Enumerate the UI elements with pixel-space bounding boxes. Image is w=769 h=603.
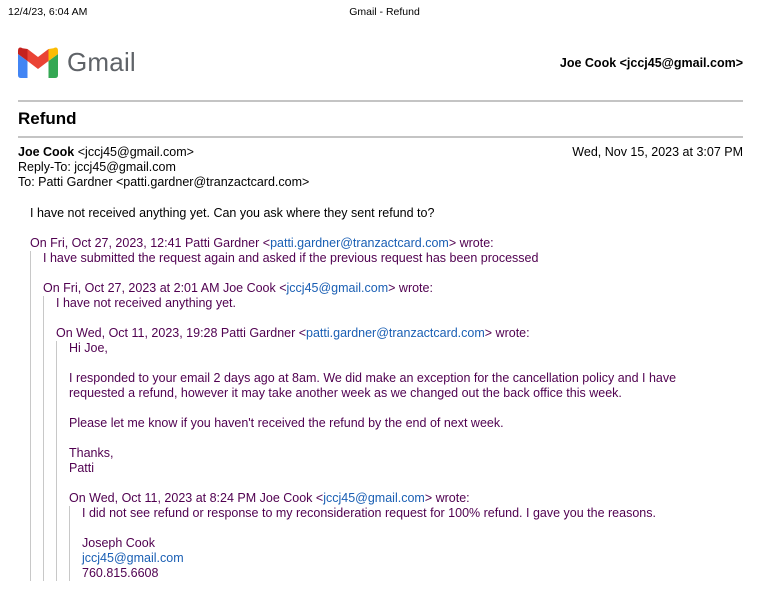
quote-attribution: On Wed, Oct 11, 2023, 19:28 Patti Gardner <patti.gardner@tranzactcard.com> wrote: — [56, 326, 530, 340]
gmail-logo — [18, 45, 136, 79]
quote-block — [56, 341, 743, 581]
signature-name: Joseph Cook — [82, 536, 155, 550]
email-link[interactable]: patti.gardner@tranzactcard.com — [306, 326, 485, 340]
account-label: Joe Cook <jccj45@gmail.com> — [559, 56, 743, 70]
reply-to-line: Reply-To: jccj45@gmail.com — [18, 160, 176, 174]
sender-email: <jccj45@gmail.com> — [77, 145, 194, 159]
print-header — [8, 6, 761, 20]
quote-block — [69, 506, 743, 581]
quote-signature: Patti — [69, 461, 95, 475]
quote-attribution: On Fri, Oct 27, 2023 at 2:01 AM Joe Cook <jccj45@gmail.com> wrote: — [43, 281, 433, 295]
quote-attribution: On Wed, Oct 11, 2023 at 8:24 PM Joe Cook <jccj45@gmail.com> wrote: — [69, 491, 470, 505]
email-link[interactable]: jccj45@gmail.com — [323, 491, 425, 505]
quoted-thread — [30, 236, 743, 581]
signature-phone: 760.815.6608 — [82, 566, 159, 580]
divider — [18, 100, 743, 102]
print-title: Gmail - Refund — [349, 6, 420, 18]
quote-greeting: Hi Joe, — [69, 341, 108, 355]
quote-block — [30, 251, 743, 581]
quote-paragraph: Please let me know if you haven't received the refund by the end of next week. — [69, 416, 504, 430]
quote-text: I did not see refund or response to my reconsideration request for 100% refund. I gave you the reasons. — [82, 506, 656, 520]
quote-attribution: On Fri, Oct 27, 2023, 12:41 Patti Gardner <patti.gardner@tranzactcard.com> wrote: — [30, 236, 494, 250]
email-link[interactable]: jccj45@gmail.com — [286, 281, 389, 295]
quote-paragraph: I responded to your email 2 days ago at 8am. We did make an exception for the cancellation policy and I have requested a refund, however it may take another week as we changed out the back office this week. — [69, 371, 677, 400]
quote-block — [43, 296, 743, 581]
email-link[interactable]: patti.gardner@tranzactcard.com — [270, 236, 449, 250]
message-header — [18, 145, 743, 190]
gmail-wordmark: Gmail — [67, 46, 136, 77]
print-date: 12/4/23, 6:04 AM — [8, 6, 88, 18]
divider — [18, 136, 743, 138]
quote-text: I have not received anything yet. — [56, 296, 236, 310]
quote-text: I have submitted the request again and asked if the previous request has been processed — [43, 251, 539, 265]
sender-name: Joe Cook — [18, 145, 75, 159]
body-text: I have not received anything yet. Can you ask where they sent refund to? — [30, 206, 435, 220]
gmail-m-icon — [18, 47, 58, 78]
message-date: Wed, Nov 15, 2023 at 3:07 PM — [572, 145, 743, 159]
quote-signoff: Thanks, — [69, 446, 114, 460]
signature-email-link[interactable]: jccj45@gmail.com — [82, 551, 184, 565]
to-line: To: Patti Gardner <patti.gardner@tranzactcard.com> — [18, 175, 310, 189]
message-body — [30, 206, 743, 581]
thread-subject: Refund — [18, 109, 77, 128]
